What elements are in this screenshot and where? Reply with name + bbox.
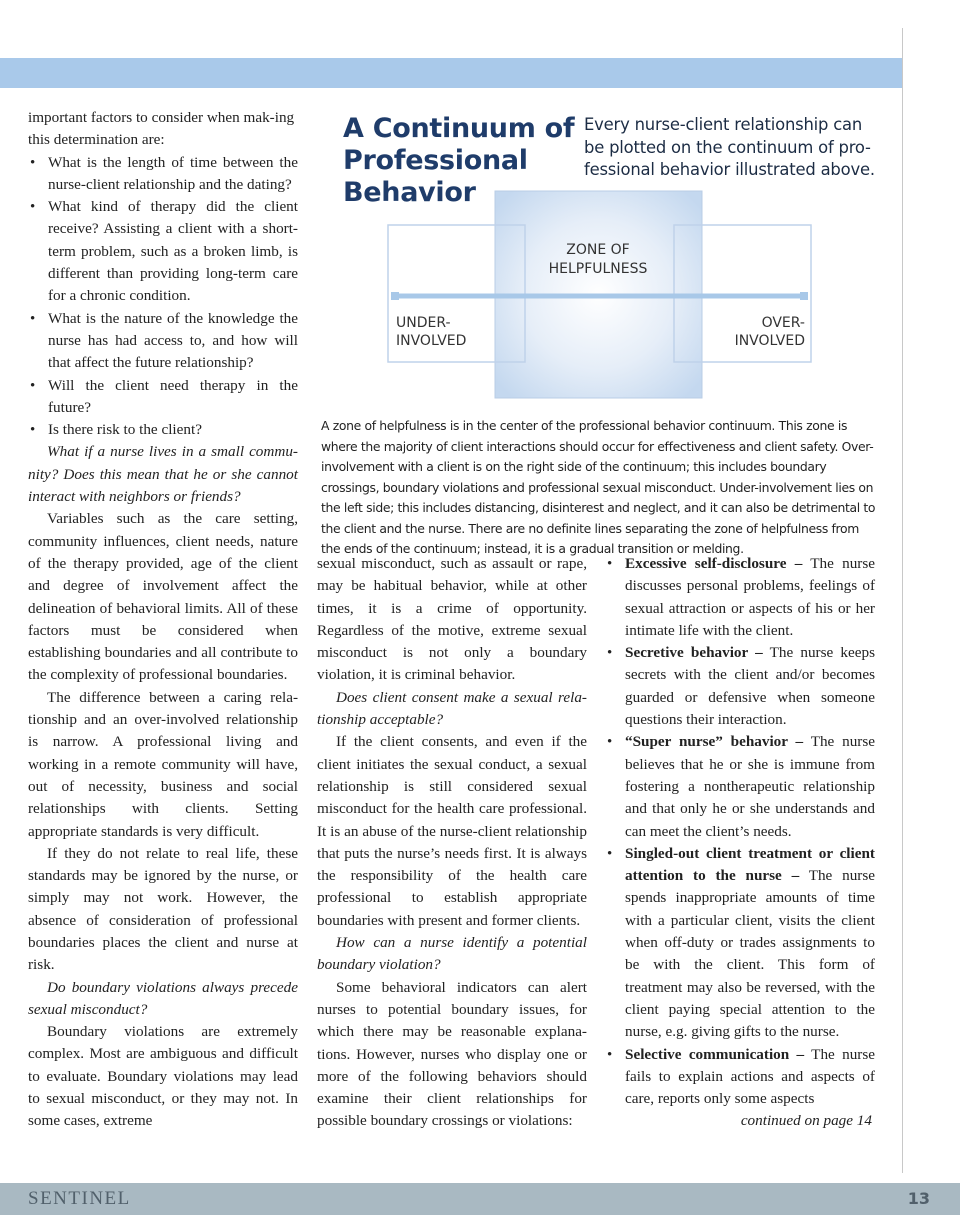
intro-text: important factors to consider when mak-ing this determination are: [28, 109, 295, 149]
paragraph: If they do not relate to real life, these standards may be ignored by the nurse, or simply may not work. However, the absence of consideration of professional boundaries places the client and nurse at risk. [28, 844, 298, 974]
footer-bar [0, 1183, 960, 1215]
left-end-marker [391, 292, 399, 300]
list-item [605, 553, 875, 642]
header-band [0, 58, 902, 88]
list-item [605, 843, 875, 1044]
right-margin-rule [902, 28, 903, 1173]
indicator-term: Singled-out client treatment or client attention to the nurse – [625, 844, 875, 885]
list-item: • What is the length of time between the nurse-client relationship and the dating? [28, 152, 298, 197]
continuum-diagram [380, 185, 820, 405]
indicator-text: The nurse believes that he or she is immune from fostering a nontherapeutic relationship and that only he or she understands and can meet the client’s needs. [625, 733, 876, 840]
publication-name: SENTINEL [28, 1188, 131, 1209]
zone-label-line1: ZONE OF [566, 242, 630, 258]
indicator-text: The nurse fails to explain actions and aspects of care, reports only some aspects [625, 1045, 876, 1108]
indicator-term: Excessive self-disclosure – [625, 555, 803, 572]
question-heading: Do boundary violations always precede sexual misconduct? [28, 978, 298, 1018]
page-number: 13 [907, 1189, 930, 1208]
indicator-text: The nurse keeps secrets with the client and/or becomes guarded or defensive when someone questions their interaction. [625, 644, 875, 729]
indicator-text: The nurse discusses personal problems, feelings of sexual attraction or aspects of his or her intimate life with the client. [625, 555, 875, 639]
figure-caption: A zone of helpfulness is in the center of the professional behavior continuum. This zone is where the majority of client interactions should occur for effectiveness and client safety. Over-involvement with a client is on the right side of the continuum; this includes boundary crossings, boundary violations and professional sexual misconduct. Under-involvement lies on the left side; this includes distancing, disinterest and neglect, and it can also be detrimental to the client and the nurse. There are no definite lines separating the zone of helpfulness from the ends of the continuum; instead, it is a gradual transition or melding. [321, 418, 876, 556]
paragraph: Variables such as the care setting, community influences, client needs, nature of the therapy provided, age of the client and degree of involvement affect the delineation of behavioral limits. All of these factors must be considered when establishing boundaries and all contribute to the complexity of professional boundaries. [28, 510, 298, 684]
left-column [28, 107, 298, 1133]
over-label-line2: INVOLVED [734, 333, 805, 349]
continued-note: continued on page 14 [740, 1112, 872, 1130]
paragraph: Some behavioral indicators can alert nurses to potential boundary issues, for which there may be reasonable explana-tions. However, nurses who display one or more of the following behaviors should examine their client relationships for possible boundary crossings or violations: [317, 978, 587, 1130]
paragraph: sexual misconduct, such as assault or rape, may be habitual behavior, while at other times, it is a crime of opportunity. Regardless of the motive, extreme sexual misconduct is not only a boundary violation, it is criminal behavior. [317, 555, 587, 684]
question-heading: What if a nurse lives in a small commu-nity? Does this mean that he or she cannot interact with neighbors or friends? [28, 443, 298, 506]
list-item: • Will the client need therapy in the future? [28, 375, 298, 420]
middle-column [317, 553, 587, 1133]
indicator-term: “Super nurse” behavior – [625, 733, 804, 751]
factors-list [28, 152, 298, 442]
list-item: • What is the nature of the knowledge the nurse has had access to, and how will that affect the future relationship? [28, 308, 298, 375]
right-end-marker [800, 292, 808, 300]
question-heading: Does client consent make a sexual rela-tionship acceptable? [317, 688, 587, 729]
indicator-term: Selective communication – [625, 1045, 805, 1063]
paragraph: Boundary violations are extremely complex. Most are ambiguous and difficult to evaluate. Boundary violations may lead to sexual misconduct, or they may not. In some cases, extreme [28, 1023, 298, 1130]
question-heading: How can a nurse identify a potential boundary violation? [317, 934, 587, 974]
right-column [605, 553, 875, 1133]
list-item [605, 1044, 875, 1111]
paragraph: The difference between a caring rela-tionship and an over-involved relationship is narrow. A professional living and working in a remote community will have, out of necessity, business and social relationships with clients. Setting appropriate standards is very difficult. [28, 688, 298, 840]
figure-subtitle: Every nurse-client relationship can be plotted on the continuum of pro-fessional behavior illustrated above. [584, 115, 875, 179]
list-item [605, 731, 875, 842]
indicator-term: Secretive behavior – [625, 644, 763, 662]
list-item: • What kind of therapy did the client receive? Assisting a client with a short-term problem, such as a broken limb, is different than providing long-term care for a chronic condition. [28, 196, 298, 307]
zone-label-line2: HELPFULNESS [548, 261, 648, 277]
indicator-text: The nurse spends inappropriate amounts of time with a particular client, visits the client when off-duty or trades assignments to be with the client. This form of treatment may also be reversed, with the client paying special attention to the nurse, e.g. giving gifts to the nurse. [625, 867, 875, 1041]
paragraph: If the client consents, and even if the client initiates the sexual conduct, a sexual relationship is still considered sexual misconduct for the health care professional. It is an abuse of the nurse-client relationship that puts the nurse’s needs first. It is always the responsibility of the health care professional to establish appropriate boundaries with present and former clients. [317, 733, 587, 929]
behavior-indicators-list [605, 553, 875, 1110]
over-label-line1: OVER- [761, 315, 805, 331]
list-item [605, 642, 875, 731]
under-label-line1: UNDER- [396, 315, 451, 331]
list-item: • Is there risk to the client? [28, 419, 298, 441]
under-label-line2: INVOLVED [396, 333, 467, 349]
figure-title: A Continuum of Professional Behavior [343, 113, 575, 208]
